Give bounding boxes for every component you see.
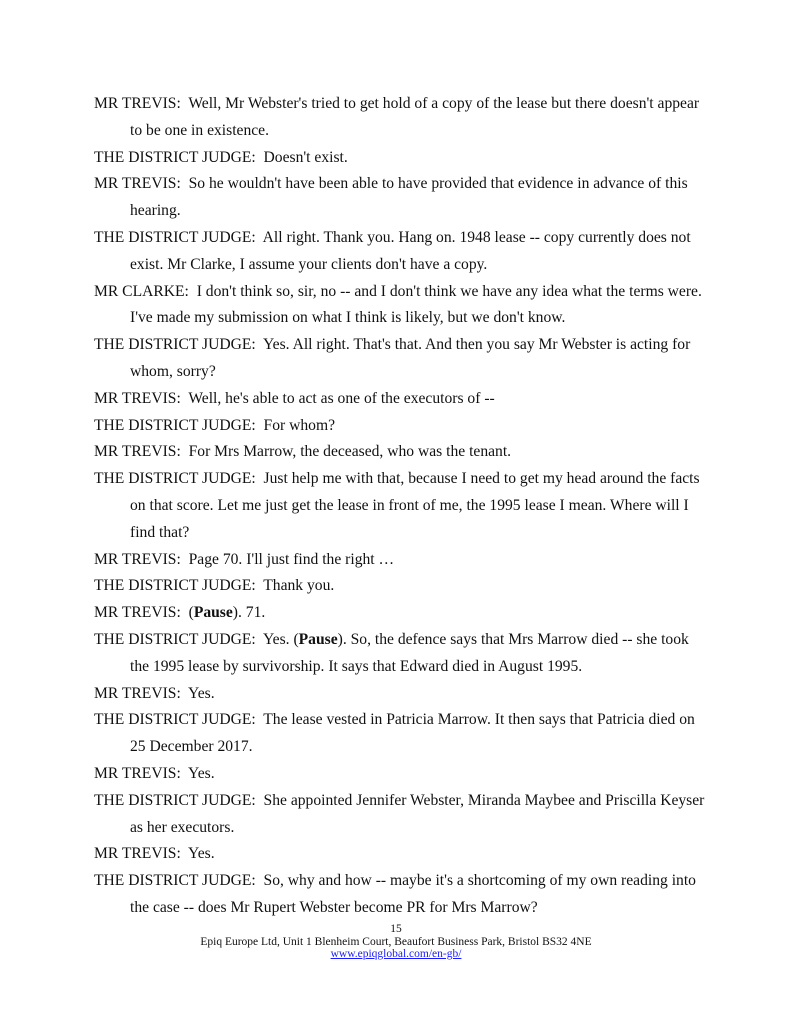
transcript-entry: [94, 573, 706, 600]
speech-text: For whom?: [263, 416, 335, 434]
speech-text-pre: (: [188, 604, 194, 622]
transcript-entry: [94, 788, 706, 842]
speaker-name: THE DISTRICT JUDGE :: [94, 470, 264, 487]
transcript-entry: [94, 386, 706, 413]
speech-text: So he wouldn't have been able to have provided that evidence in advance of this hearing.: [130, 175, 688, 220]
transcript-entry: [94, 868, 706, 922]
speech-text: All right. Thank you. Hang on. 1948 lease -- copy currently does not exist. Mr Clarke, I assume your clients don't have a copy.: [130, 228, 691, 273]
speech-text: Yes.: [188, 845, 215, 863]
pause-marker: Pause: [298, 630, 338, 648]
transcript-entry: [94, 600, 706, 627]
footer-address: Epiq Europe Ltd, Unit 1 Blenheim Court, Beaufort Business Park, Bristol BS32 4NE: [200, 936, 592, 948]
page-number: 15: [390, 923, 402, 935]
speaker-name: THE DISTRICT JUDGE :: [94, 336, 263, 353]
speech-text: Just help me with that, because I need to get my head around the facts on that score. Let me just get the lease in front of me, the 1995 lease I mean. Where will I find that?: [130, 470, 700, 541]
speech-text: Doesn't exist.: [263, 148, 348, 166]
speaker-name: MR TREVIS :: [94, 95, 188, 112]
speaker-name: THE DISTRICT JUDGE :: [94, 577, 263, 594]
speech-text: Yes.: [188, 764, 215, 782]
speech-text: Well, he's able to act as one of the executors of --: [188, 389, 495, 407]
speech-text: The lease vested in Patricia Marrow. It then says that Patricia died on 25 December 2017.: [130, 711, 695, 756]
transcript-body: [94, 91, 706, 922]
speech-text: Well, Mr Webster's tried to get hold of a copy of the lease but there doesn't appear to be one in existence.: [130, 95, 700, 139]
transcript-entry: [94, 627, 706, 681]
speech-text: I don't think so, sir, no -- and I don't think we have any idea what the terms were. I've made my submission on what I think is likely, but we don't know.: [130, 282, 702, 327]
speaker-name: THE DISTRICT JUDGE :: [94, 872, 264, 889]
speaker-name: MR TREVIS :: [94, 443, 189, 460]
speaker-name: MR TREVIS :: [94, 765, 188, 782]
speaker-name: MR TREVIS :: [94, 845, 188, 862]
transcript-entry: [94, 761, 706, 788]
speech-text: Page 70. I'll just find the right …: [188, 550, 395, 568]
speaker-name: MR TREVIS :: [94, 604, 189, 621]
speech-text-post: ). 71.: [232, 604, 266, 622]
transcript-entry: [94, 413, 706, 440]
speech-text-post: ). So, the defence says that Mrs Marrow died -- she took the 1995 lease by survivorship. It says that Edward died in August 1995.: [130, 630, 689, 675]
speaker-name: THE DISTRICT JUDGE :: [94, 711, 263, 728]
speaker-name: THE DISTRICT JUDGE :: [94, 149, 264, 166]
speaker-name: MR TREVIS :: [94, 685, 188, 702]
speech-text-pre: Yes. (: [262, 630, 299, 648]
speaker-name: THE DISTRICT JUDGE :: [94, 229, 263, 246]
pause-marker: Pause: [193, 604, 233, 622]
transcript-entry: [94, 91, 706, 145]
transcript-entry: [94, 707, 706, 761]
speaker-name: MR TREVIS :: [94, 551, 189, 568]
transcript-entry: [94, 466, 706, 546]
transcript-entry: [94, 145, 706, 172]
speaker-name: THE DISTRICT JUDGE :: [94, 631, 263, 648]
transcript-entry: [94, 225, 706, 279]
transcript-entry: [94, 439, 706, 466]
speech-text: Yes. All right. That's that. And then you say Mr Webster is acting for whom, sorry?: [130, 336, 691, 380]
transcript-entry: [94, 681, 706, 708]
speaker-name: THE DISTRICT JUDGE :: [94, 792, 264, 809]
transcript-entry: [94, 279, 706, 333]
speech-text: She appointed Jennifer Webster, Miranda Maybee and Priscilla Keyser as her executors.: [130, 791, 705, 836]
speaker-name: MR TREVIS :: [94, 175, 189, 192]
footer-website-link[interactable]: www.epiqglobal.com/en-gb/: [330, 948, 462, 960]
speaker-name: MR CLARKE :: [94, 283, 197, 300]
speech-text: Thank you.: [263, 577, 335, 595]
speech-text: For Mrs Marrow, the deceased, who was the tenant.: [188, 443, 512, 461]
transcript-entry: [94, 332, 706, 386]
transcript-entry: [94, 171, 706, 225]
speaker-name: MR TREVIS :: [94, 390, 188, 407]
speech-text: Yes.: [188, 684, 215, 702]
transcript-entry: [94, 547, 706, 574]
transcript-entry: [94, 841, 706, 868]
speech-text: So, why and how -- maybe it's a shortcoming of my own reading into the case -- does Mr Rupert Webster become PR for Mrs Marrow?: [130, 872, 696, 916]
speaker-name: THE DISTRICT JUDGE :: [94, 417, 264, 434]
